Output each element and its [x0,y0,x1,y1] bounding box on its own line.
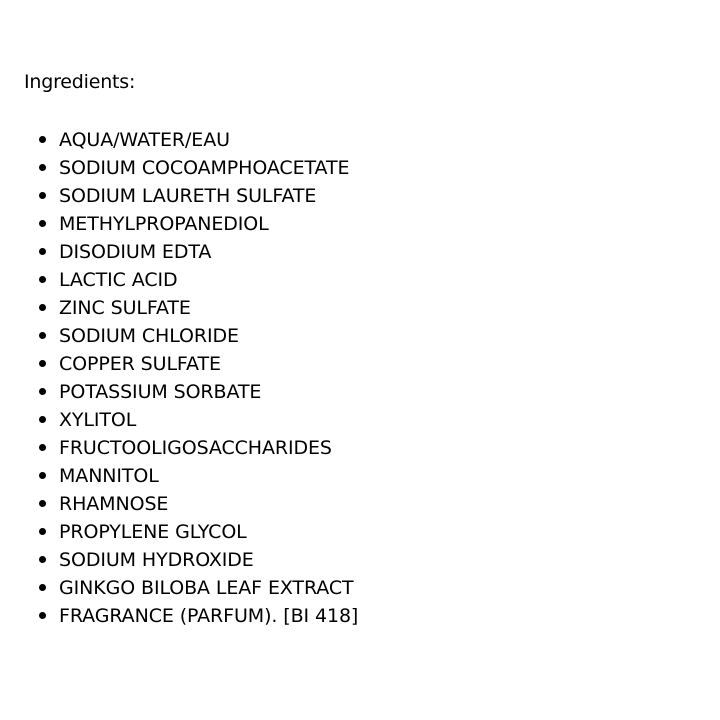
bullet-icon [39,136,46,143]
list-item [24,434,704,462]
bullet-icon [39,360,46,367]
ingredient-name: SODIUM HYDROXIDE [59,549,254,571]
list-item [24,462,704,490]
list-item [24,518,704,546]
ingredient-name: MANNITOL [59,465,159,487]
ingredients-heading: Ingredients: [24,71,136,93]
bullet-icon [39,612,46,619]
ingredient-list [24,126,704,630]
bullet-icon [39,416,46,423]
ingredient-name: RHAMNOSE [59,493,169,515]
list-item [24,266,704,294]
bullet-icon [39,500,46,507]
bullet-icon [39,388,46,395]
list-item [24,238,704,266]
bullet-icon [39,192,46,199]
list-item [24,602,704,630]
ingredient-name: PROPYLENE GLYCOL [59,521,247,543]
list-item [24,574,704,602]
bullet-icon [39,584,46,591]
ingredient-name: SODIUM COCOAMPHOACETATE [59,157,350,179]
ingredient-name: ZINC SULFATE [59,297,191,319]
ingredient-name: FRUCTOOLIGOSACCHARIDES [59,437,332,459]
ingredient-name: DISODIUM EDTA [59,241,212,263]
list-item [24,350,704,378]
bullet-icon [39,248,46,255]
list-item [24,210,704,238]
bullet-icon [39,220,46,227]
ingredient-name: XYLITOL [59,409,137,431]
ingredient-name: GINKGO BILOBA LEAF EXTRACT [59,577,354,599]
list-item [24,126,704,154]
bullet-icon [39,304,46,311]
ingredients-section [24,70,704,630]
ingredient-name: COPPER SULFATE [59,353,221,375]
list-item [24,406,704,434]
ingredient-name: AQUA/WATER/EAU [59,129,230,151]
bullet-icon [39,164,46,171]
list-item [24,322,704,350]
list-item [24,294,704,322]
ingredient-name: SODIUM CHLORIDE [59,325,239,347]
bullet-icon [39,332,46,339]
ingredient-name: METHYLPROPANEDIOL [59,213,269,235]
ingredient-name: FRAGRANCE (PARFUM). [BI 418] [59,605,359,627]
bullet-icon [39,472,46,479]
list-item [24,182,704,210]
list-item [24,490,704,518]
ingredient-name: POTASSIUM SORBATE [59,381,262,403]
list-item [24,154,704,182]
ingredient-name: SODIUM LAURETH SULFATE [59,185,317,207]
list-item [24,378,704,406]
bullet-icon [39,556,46,563]
bullet-icon [39,444,46,451]
bullet-icon [39,528,46,535]
list-item [24,546,704,574]
bullet-icon [39,276,46,283]
ingredient-name: LACTIC ACID [59,269,178,291]
